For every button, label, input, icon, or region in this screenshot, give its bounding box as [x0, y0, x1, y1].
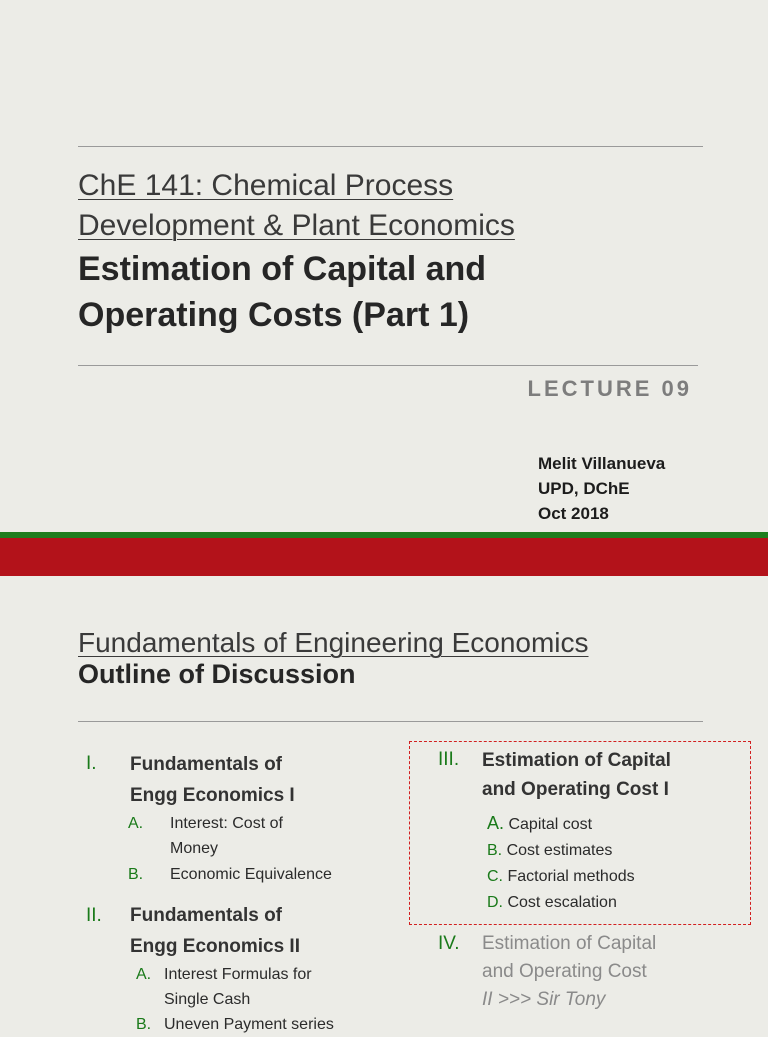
item-3a-letter: A.	[487, 813, 505, 833]
item-3-number: III.	[438, 749, 460, 770]
item-2a-line-1: Interest Formulas for	[164, 966, 312, 983]
item-3a	[487, 810, 635, 838]
course-title-line-1: ChE 141: Chemical Process	[78, 169, 454, 202]
author-name: Melit Villanueva	[538, 454, 666, 473]
item-2b-text: Uneven Payment series	[164, 1016, 334, 1033]
item-3c	[487, 864, 635, 890]
item-2a-line-2: Single Cash	[164, 991, 251, 1008]
item-3b	[487, 838, 635, 864]
item-3c-letter: C.	[487, 868, 503, 885]
item-3-title-line-1: Estimation of Capital	[482, 750, 671, 771]
item-1b-text: Economic Equivalence	[170, 866, 332, 883]
item-3d-letter: D.	[487, 894, 503, 911]
lecture-title-line-2: Operating Costs (Part 1)	[78, 296, 470, 334]
item-2-title	[130, 900, 300, 962]
item-2a-text	[164, 962, 312, 1012]
item-3a-text: Capital cost	[508, 816, 593, 833]
item-2-title-line-1: Fundamentals of	[130, 905, 283, 926]
lecture-title	[78, 246, 698, 338]
item-2b-letter: B.	[136, 1016, 152, 1033]
item-2-number: II.	[86, 905, 102, 926]
slide2-subheading: Outline of Discussion	[78, 659, 356, 689]
item-1a-letter: A.	[128, 815, 144, 832]
item-4-title	[482, 930, 656, 1014]
item-1-title	[130, 749, 295, 811]
item-1a-text	[170, 811, 283, 861]
item-2a-letter: A.	[136, 966, 152, 983]
item-3c-text: Factorial methods	[507, 868, 635, 885]
item-3b-text: Cost estimates	[506, 842, 613, 859]
author-affiliation: UPD, DChE	[538, 479, 630, 498]
item-1b-letter: B.	[128, 866, 144, 883]
middle-divider	[78, 365, 698, 366]
item-4-title-line-1: Estimation of Capital	[482, 933, 657, 954]
item-3b-letter: B.	[487, 842, 503, 859]
item-1-number: I.	[86, 753, 97, 774]
item-3d-text: Cost escalation	[507, 894, 617, 911]
item-3-title	[482, 746, 671, 804]
slide2-heading: Fundamentals of Engineering Economics	[78, 627, 589, 658]
author-block	[538, 451, 665, 526]
top-divider	[78, 146, 703, 147]
item-2-title-line-2: Engg Economics II	[130, 936, 300, 957]
author-date: Oct 2018	[538, 504, 609, 523]
item-1a-line-2: Money	[170, 840, 219, 857]
red-band	[0, 538, 768, 576]
item-3-subs	[487, 810, 635, 916]
course-title	[78, 166, 698, 246]
item-1a-line-1: Interest: Cost of	[170, 815, 283, 832]
lecture-number: LECTURE 09	[527, 376, 692, 401]
item-3-title-line-2: and Operating Cost I	[482, 779, 669, 800]
course-title-line-2: Development & Plant Economics	[78, 209, 515, 242]
item-1-title-line-2: Engg Economics I	[130, 785, 295, 806]
lecture-title-line-1: Estimation of Capital and	[78, 250, 487, 288]
item-3d	[487, 890, 635, 916]
item-1-title-line-1: Fundamentals of	[130, 754, 283, 775]
item-4-number: IV.	[438, 933, 460, 954]
item-4-title-line-2: and Operating Cost	[482, 961, 647, 982]
item-4-title-line-3: II >>> Sir Tony	[482, 989, 606, 1010]
slide2-divider	[78, 721, 703, 722]
